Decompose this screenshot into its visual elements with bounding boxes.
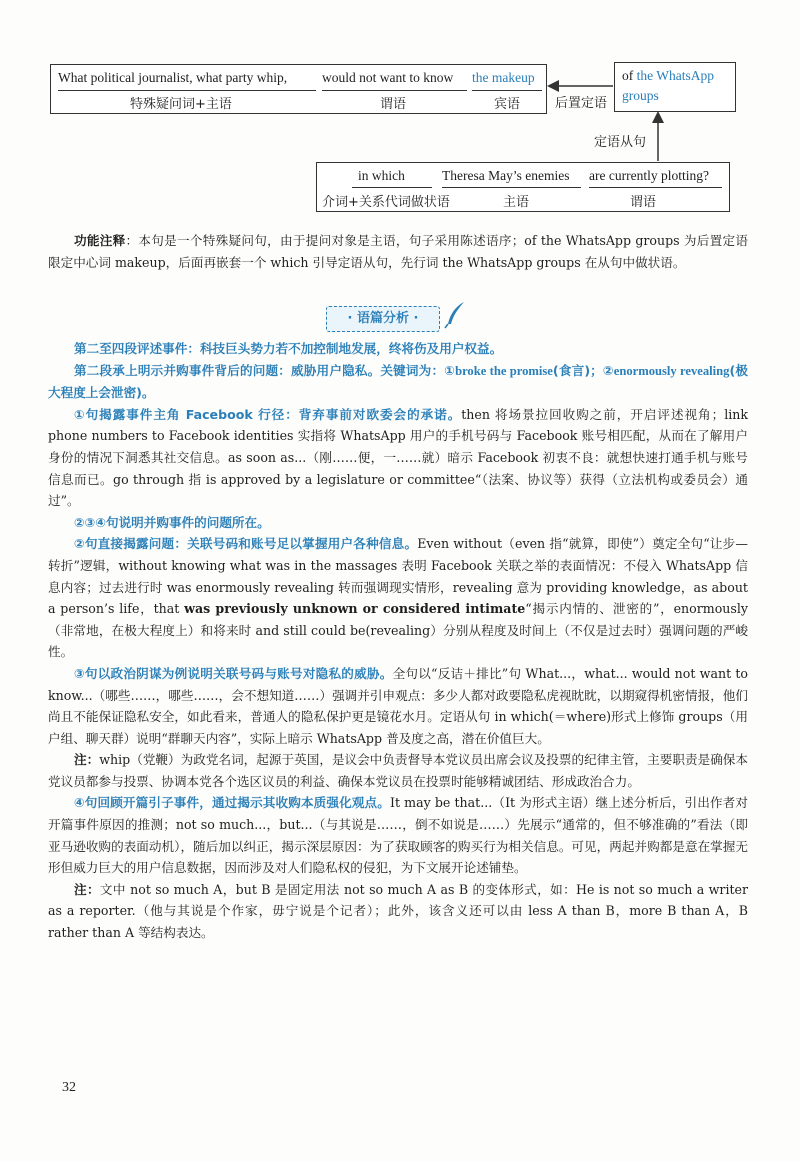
subject-text: What political journalist, what party whip, — [58, 70, 288, 85]
para-4: ②③④句说明并购事件的问题所在。 — [74, 514, 270, 530]
para-5: ②句直接揭露问题：关联号码和账号足以掌握用户各种信息。Even without（even 指“就算，即使”）奠定全句“让步—转折”逻辑，without knowing what was in the massages 表明 Facebook 关联之举的表面情况：不侵入 WhatsApp 信息内容；过去进行时 was enormously revealing 转而强调现实情形，revealing 意为 providing knowledge，as about a person’s life，that was previously unknown or considered intimate“揭示内情的、泄密的”，enormously（非常地，在极大程度上）和将来时 and still could be(revealing）分别从程度及时间上（不仅是过去时）强调问题的严峻性。 — [48, 536, 748, 660]
para-3: ①句揭露事件主角 Facebook 行径：背弃事前对欧委会的承诺。then 将场景拉回收购之前，开启评述视角；link phone numbers to Facebook identities 实指将 WhatsApp 用户的手机号码与 Facebook 账号相匹配，从而在了解用户身份的情况下洞悉其社交信息。as soon as...（刚……便，一……就）暗示 Facebook 初衷不良：就想快速打通手机与账号信息而已。go through 指 is approved by a legislature or committee“（法案、协议等）获得（立法机构或委员会）通过”。 — [48, 406, 748, 509]
rel-subject-label: 主语 — [503, 195, 530, 210]
subject-label: 特殊疑问词+主语 — [130, 97, 232, 112]
page-number: 32 — [62, 1080, 76, 1095]
analysis-body — [48, 338, 748, 944]
object-text: the makeup — [472, 70, 535, 85]
rel-predicate-label: 谓语 — [630, 195, 657, 210]
para-1: 第二至四段评述事件：科技巨头势力若不加控制地发展，终将伤及用户权益。 — [74, 341, 503, 356]
rel-subject-text: Theresa May’s enemies — [442, 168, 570, 183]
para-2: 第二段承上明示并购事件背后的问题：威胁用户隐私。关键词为：①broke the promise(食言)；②enormously revealing(极大程度上会泄密)。 — [48, 362, 748, 401]
note-2: 注：文中 not so much A，but B 是固定用法 not so much A as B 的变体形式，如：He is not so much a writer as a reporter.（他与其说是个作家，毋宁说是个记者）；此外，该含义还可以由 less A than B，more B than A，B rather than A 等结构表达。 — [48, 881, 749, 941]
of-text: of the WhatsApp — [622, 68, 714, 83]
postmodifier-label: 后置定语 — [555, 96, 608, 111]
section-title: · 语篇分析 · — [326, 306, 440, 332]
quill-icon — [442, 300, 468, 330]
verb-text: would not want to know — [322, 70, 454, 85]
groups-text: groups — [622, 88, 659, 103]
para-7: ④句回顾开篇引子事件，通过揭示其收购本质强化观点。It may be that...（It 为形式主语）继上述分析后，引出作者对开篇事件原因的推测；not so much...，but...（与其说是……，倒不如说是……）先展示“通常的，但不够准确的”看法（即亚马逊收购的表面动机），随后加以纠正，揭示深层原因：为了获取顾客的购买行为相关信息。可见，两起并购都是意在掌握无形但威力巨大的用户信息数据，因而涉及对人们隐私权的侵犯，为下文展开论述铺垫。 — [48, 795, 748, 876]
relative-label: 定语从句 — [594, 135, 647, 150]
whatsapp-text: the WhatsApp — [636, 68, 714, 83]
object-label: 宾语 — [494, 97, 521, 112]
verb-label: 谓语 — [380, 97, 407, 112]
rel-predicate-text: are currently plotting? — [589, 168, 709, 183]
note-1: 注：whip（党鞭）为政党名词，起源于英国，是议会中负责督导本党议员出席会议及投票的纪律主管，主要职责是确保本党议员都参与投票、协调本党各个选区议员的利益、确保本党议员在投票时能够精诚团结、形成政治合力。 — [48, 752, 748, 789]
para-6: ③句以政治阴谋为例说明关联号码与账号对隐私的威胁。全句以“反诘＋排比”句 What...，what... would not want to know...（哪些……，哪些……，会不想知道……）强调并引申观点：多少人都对政要隐私虎视眈眈，以期窥得机密情报，他们尚且不能保证隐私安全，如此看来，普通人的隐私保护更是镜花水月。定语从句 in which(＝where)形式上修饰 groups（用户组、聊天群）说明“群聊天内容”，实际上暗示 WhatsApp 普及度之高，潜在价值巨大。 — [48, 665, 748, 746]
diagram-arrows — [0, 0, 800, 230]
function-note — [48, 230, 748, 273]
function-note-text: ：本句是一个特殊疑问句，由于提问对象是主语，句子采用陈述语序；of the WhatsApp groups 为后置定语限定中心词 makeup，后面再嵌套一个 which 引导定语从句，先行词 the WhatsApp groups 在从句中做状语。 — [48, 233, 748, 270]
function-note-label: 功能注释 — [74, 233, 126, 248]
adverbial-label: 介词+关系代词做状语 — [322, 195, 450, 210]
adverbial-text: in which — [358, 168, 405, 183]
